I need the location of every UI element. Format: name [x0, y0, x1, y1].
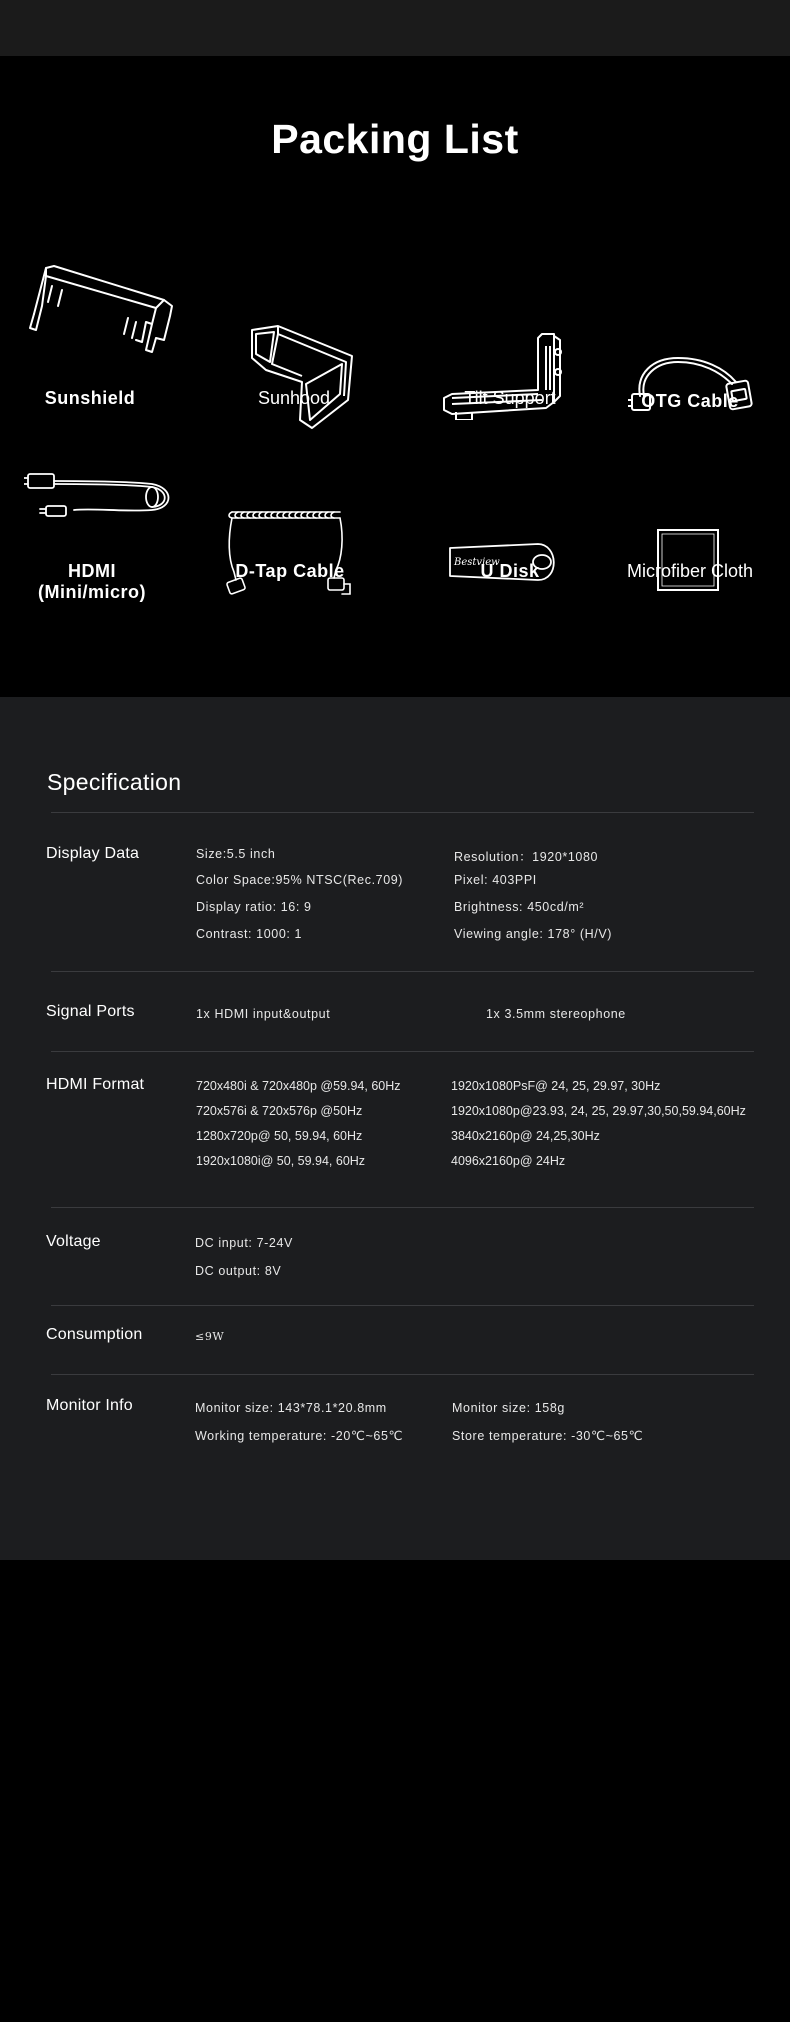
spec-value: Size:5.5 inch: [196, 847, 276, 861]
divider: [51, 1374, 754, 1375]
divider: [51, 1305, 754, 1306]
top-bar: [0, 0, 790, 56]
spec-value: 3840x2160p@ 24,25,30Hz: [451, 1129, 600, 1143]
spec-label-consumption: Consumption: [46, 1326, 143, 1343]
bottom-area: [0, 1560, 790, 2022]
microfiber-cloth-icon: [656, 528, 720, 592]
sunhood-icon: [248, 324, 356, 430]
item-label-hdmi-line1: HDMI: [68, 561, 116, 581]
spec-value: Working temperature: -20℃~65℃: [195, 1429, 404, 1443]
divider: [51, 1207, 754, 1208]
item-label-u-disk: U Disk: [480, 561, 540, 581]
spec-value: DC output: 8V: [195, 1264, 282, 1278]
spec-value: Color Space:95% NTSC(Rec.709): [196, 873, 404, 887]
spec-value: 1920x1080i@ 50, 59.94, 60Hz: [196, 1154, 366, 1168]
packing-list-section: [0, 56, 790, 697]
item-label-hdmi: [22, 561, 162, 603]
spec-value: 720x480i & 720x480p @59.94, 60Hz: [196, 1079, 401, 1093]
item-label-otg-cable: OTG Cable: [641, 391, 739, 411]
spec-value: 1920x1080PsF@ 24, 25, 29.97, 30Hz: [451, 1079, 661, 1093]
spec-value: Pixel: 403PPI: [454, 873, 537, 887]
item-label-dtap-cable: D-Tap Cable: [235, 561, 345, 581]
spec-value: 720x576i & 720x576p @50Hz: [196, 1104, 363, 1118]
spec-value: Monitor size: 158g: [452, 1401, 565, 1415]
item-label-microfiber-cloth: Microfiber Cloth: [626, 561, 754, 581]
spec-label-signal-ports: Signal Ports: [46, 1003, 135, 1020]
spec-value: Brightness: 450cd/m²: [454, 900, 585, 914]
u-disk-brand: Bestview: [454, 557, 500, 568]
spec-value: Store temperature: -30℃~65℃: [452, 1429, 644, 1443]
spec-value: Contrast: 1000: 1: [196, 927, 303, 941]
item-label-sunhood: Sunhood: [257, 388, 331, 408]
spec-label-monitor-info: Monitor Info: [46, 1397, 133, 1414]
item-label-sunshield: Sunshield: [44, 388, 136, 408]
specification-title: Specification: [47, 769, 182, 795]
divider: [51, 1051, 754, 1052]
item-label-tilt-support: Tilt Support: [464, 388, 556, 408]
divider: [51, 971, 754, 972]
packing-list-title: Packing List: [271, 116, 519, 162]
spec-label-voltage: Voltage: [46, 1233, 101, 1250]
spec-value: Viewing angle: 178° (H/V): [454, 927, 613, 941]
spec-value: ≤9W: [195, 1330, 225, 1343]
spec-label-hdmi-format: HDMI Format: [46, 1076, 145, 1093]
divider: [51, 812, 754, 813]
spec-label-display-data: Display Data: [46, 845, 140, 862]
spec-value: 4096x2160p@ 24Hz: [451, 1154, 566, 1168]
spec-value: Resolution：1920*1080: [454, 850, 599, 864]
spec-value: 1280x720p@ 50, 59.94, 60Hz: [196, 1129, 363, 1143]
spec-value: Display ratio: 16: 9: [196, 900, 312, 914]
sunshield-icon: [24, 262, 174, 354]
spec-value: Monitor size: 143*78.1*20.8mm: [195, 1401, 387, 1415]
spec-value: 1920x1080p@23.93, 24, 25, 29.97,30,50,59.94,60Hz: [451, 1104, 746, 1118]
item-label-hdmi-line2: (Mini/micro): [38, 582, 146, 602]
spec-value: 1x HDMI input&output: [196, 1007, 331, 1021]
hdmi-cable-icon: [24, 472, 170, 528]
spec-value: DC input: 7-24V: [195, 1236, 293, 1250]
spec-value: 1x 3.5mm stereophone: [486, 1007, 626, 1021]
dtap-cable-icon: [224, 508, 352, 598]
specification-section: [0, 697, 790, 1560]
